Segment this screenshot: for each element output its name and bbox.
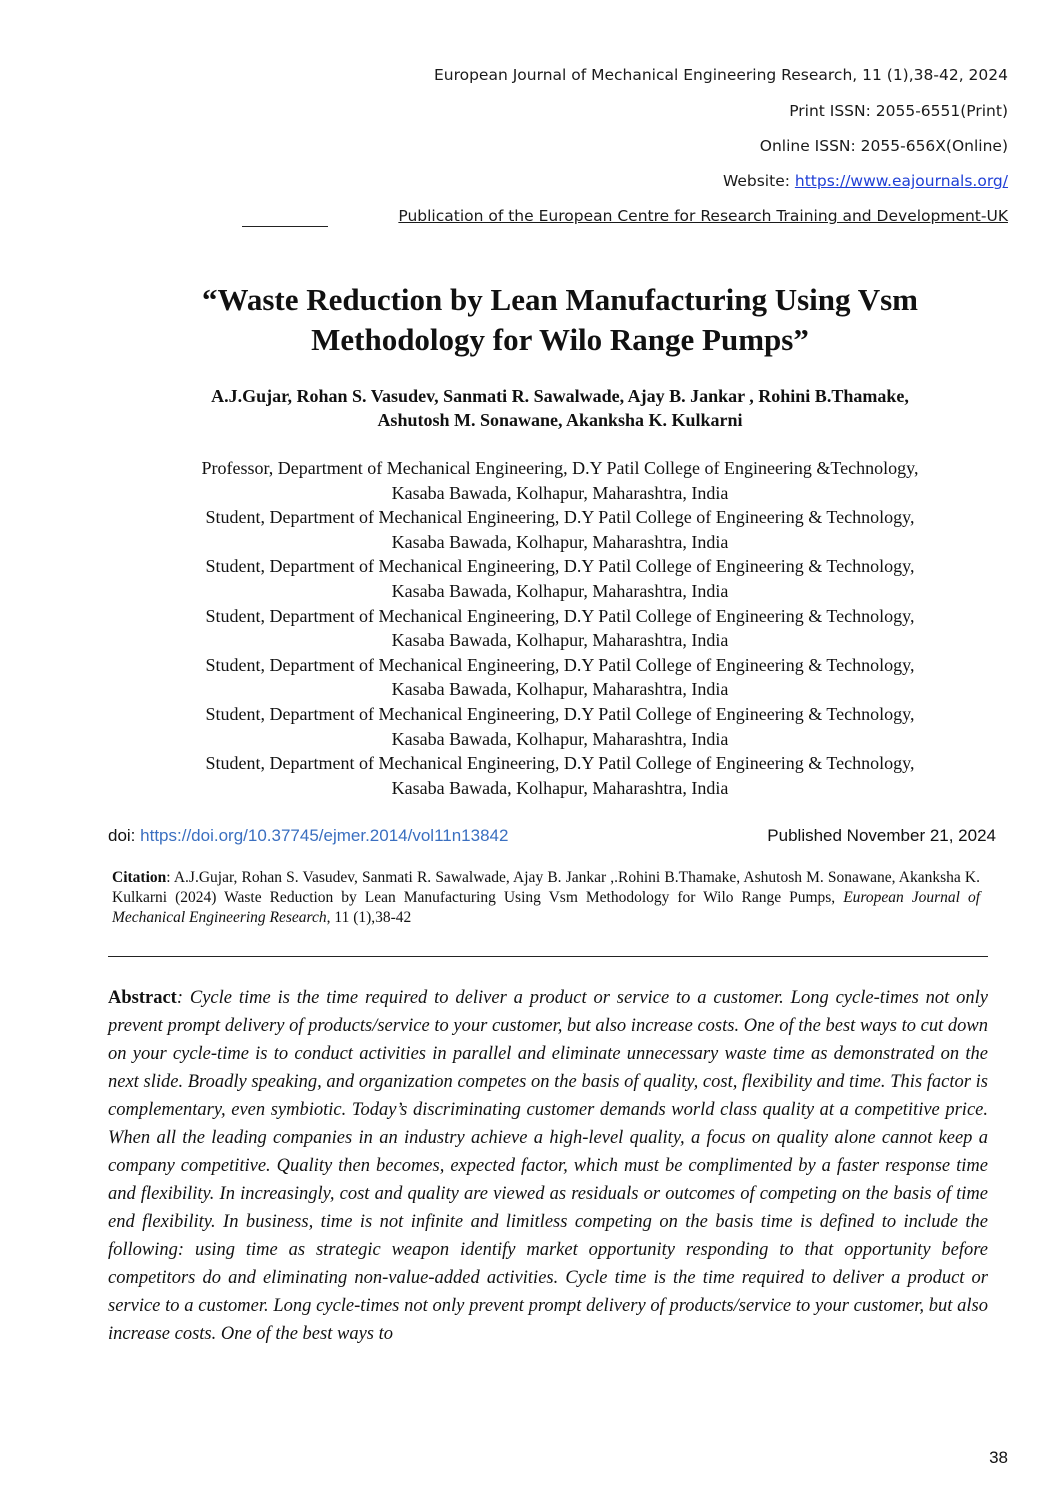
authors-rest: , Rohan S. Vasudev, Sanmati R. Sawalwade, Ajay B. Jankar , Rohini B.Thamake, bbox=[287, 386, 909, 406]
affiliation-department: Student, Department of Mechanical Engineering, D.Y Patil College of Engineering & Technology, bbox=[205, 753, 915, 774]
abstract-text: : Cycle time is the time required to deliver a product or service to a customer. Long cycle-times not only prevent prompt delivery of products/service to your customer, but also increase costs. One of the best ways to cut down on your cycle-time is to conduct activities in parallel and eliminate unnecessary waste time as demonstrated on the next slide. Broadly speaking, and organization competes on the basis of quality, cost, flexibility and time. This factor is complementary, even symbiotic. Today’s discriminating customer demands world class quality at a competitive price. When all the leading companies in an industry achieve a high-level quality, a focus on quality alone cannot keep a company competitive. Quality then becomes, expected factor, which must be complimented by a faster response time and flexibility. In increasingly, cost and quality are viewed as residuals or outcomes of competing on the basis of time end flexibility. In business, time is not infinite and limitless competing on the basis time is defined to include the following: using time as strategic weapon identify market opportunity responding to that opportunity before competitors do and eliminating non-value-added activities. Cycle time is the time required to deliver a product or service to a customer. Long cycle-times not only prevent prompt delivery of products/service to your customer, but also increase costs. One of the best ways to bbox=[108, 988, 988, 1344]
citation-rule bbox=[108, 956, 988, 957]
author-list bbox=[80, 384, 1040, 432]
affiliation-list bbox=[80, 456, 1040, 800]
affiliation-department: Professor, Department of Mechanical Engineering, D.Y Patil College of Engineering &Technology, bbox=[201, 458, 919, 478]
affiliation-address: Kasaba Bawada, Kolhapur, Maharashtra, India bbox=[391, 580, 729, 601]
affiliation-department: Student, Department of Mechanical Engineering, D.Y Patil College of Engineering & Technology, bbox=[205, 605, 915, 626]
doi-label: doi: bbox=[108, 826, 141, 845]
citation-label: Citation bbox=[112, 869, 167, 886]
publication-line: Publication of the European Centre for Research Training and Development-UK bbox=[398, 207, 1008, 225]
affiliation-address: Kasaba Bawada, Kolhapur, Maharashtra, India bbox=[391, 630, 729, 651]
affiliation bbox=[80, 653, 1040, 702]
paper-title bbox=[80, 280, 1040, 360]
print-issn: Print ISSN: 2055-6551(Print) bbox=[789, 102, 1008, 120]
affiliation bbox=[80, 751, 1040, 800]
published-date: Published November 21, 2024 bbox=[767, 826, 996, 845]
abstract bbox=[108, 984, 988, 1348]
website-line bbox=[723, 172, 1008, 190]
authors-line-1 bbox=[80, 384, 1040, 408]
page-number: 38 bbox=[989, 1448, 1008, 1467]
affiliation bbox=[80, 604, 1040, 653]
affiliation bbox=[80, 456, 1040, 505]
affiliation-address: Kasaba Bawada, Kolhapur, Maharashtra, India bbox=[391, 531, 729, 552]
citation bbox=[112, 868, 980, 928]
abstract-label: Abstract bbox=[108, 988, 177, 1008]
online-issn: Online ISSN: 2055-656X(Online) bbox=[759, 137, 1008, 155]
website-label: Website: bbox=[722, 172, 795, 190]
citation-tail: , 11 (1),38-42 bbox=[326, 909, 412, 926]
doi-link[interactable]: https://doi.org/10.37745/ejmer.2014/vol11n13842 bbox=[140, 826, 509, 845]
doi-line bbox=[108, 826, 508, 846]
affiliation-department: Student, Department of Mechanical Engineering, D.Y Patil College of Engineering & Technology, bbox=[205, 654, 915, 675]
affiliation-address: Kasaba Bawada, Kolhapur, Maharashtra, India bbox=[391, 777, 729, 798]
journal-line: European Journal of Mechanical Engineering Research, 11 (1),38-42, 2024 bbox=[433, 66, 1008, 84]
citation-journal: European Journal of Mechanical Engineering Research bbox=[112, 889, 980, 926]
website-link[interactable]: https://www.eajournals.org/ bbox=[794, 172, 1008, 190]
header-rule bbox=[242, 226, 328, 227]
affiliation-department: Student, Department of Mechanical Engineering, D.Y Patil College of Engineering & Technology, bbox=[205, 507, 915, 528]
affiliation-address: Kasaba Bawada, Kolhapur, Maharashtra, India bbox=[391, 728, 729, 749]
affiliation bbox=[80, 505, 1040, 554]
authors-line-2: Ashutosh M. Sonawane, Akanksha K. Kulkarni bbox=[377, 410, 743, 430]
affiliation bbox=[80, 702, 1040, 751]
citation-text: : A.J.Gujar, Rohan S. Vasudev, Sanmati R. Sawalwade, Ajay B. Jankar ,.Rohini B.Thamake, Ashutosh M. Sonawane, Akanksha K. Kulkarni (2024) Waste Reduction by Lean Manufacturing Using Vsm Methodology for Wilo Range Pumps, bbox=[112, 869, 980, 906]
title-line-1: “Waste Reduction by Lean Manufacturing Using Vsm bbox=[202, 282, 918, 317]
affiliation-address: Kasaba Bawada, Kolhapur, Maharashtra, India bbox=[391, 679, 729, 700]
affiliation-department: Student, Department of Mechanical Engineering, D.Y Patil College of Engineering & Technology, bbox=[205, 556, 915, 577]
first-author: A.J.Gujar bbox=[211, 386, 288, 406]
affiliation-address: Kasaba Bawada, Kolhapur, Maharashtra, India bbox=[391, 482, 729, 503]
affiliation bbox=[80, 554, 1040, 603]
title-line-2: Methodology for Wilo Range Pumps” bbox=[311, 322, 809, 357]
affiliation-department: Student, Department of Mechanical Engineering, D.Y Patil College of Engineering & Technology, bbox=[205, 703, 915, 724]
